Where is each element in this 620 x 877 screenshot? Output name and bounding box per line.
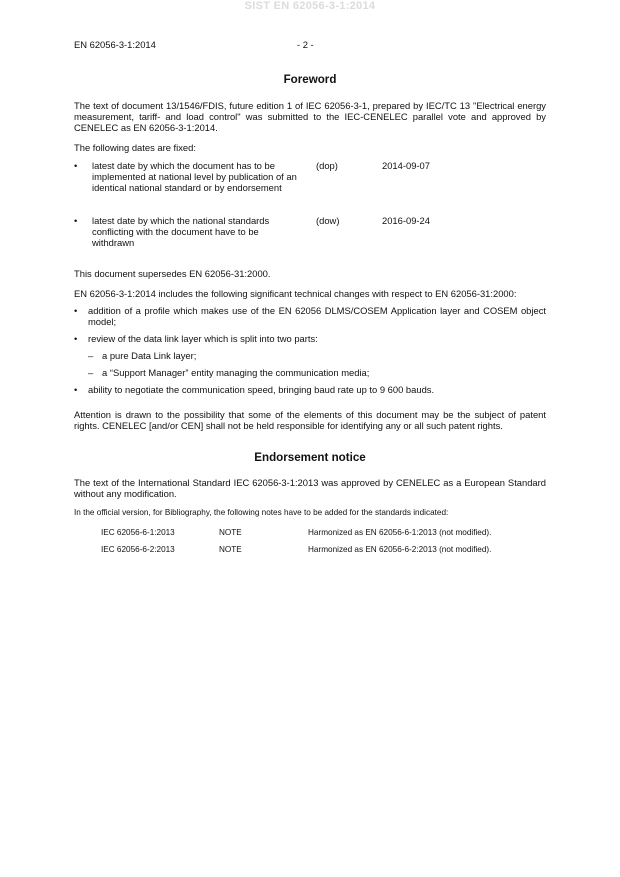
dates-intro: The following dates are fixed: bbox=[74, 142, 196, 153]
date-row-text: latest date by which the document has to be implemented at national level by publication of an identical national standard or by endorsement bbox=[92, 160, 297, 193]
changes-list bbox=[74, 305, 546, 395]
bullet-icon: • bbox=[74, 160, 78, 171]
note-standard: IEC 62056-6-2:2013 bbox=[101, 545, 175, 554]
foreword-intro: The text of document 13/1546/FDIS, future edition 1 of IEC 62056-3-1, prepared by IEC/TC 13 "Electrical energy measurement, tariff- and load control" was submitted to the IEC-CENELEC parallel vote and approved by CENELEC as EN 62056-3-1:2014. bbox=[74, 100, 546, 133]
date-row-date: 2016-09-24 bbox=[382, 215, 430, 226]
bullet-icon: • bbox=[74, 305, 78, 316]
list-item-text: ability to negotiate the communication speed, bringing baud rate up to 9 600 bauds. bbox=[88, 384, 435, 395]
changes-intro: EN 62056-3-1:2014 includes the following significant technical changes with respect to EN 62056-31:2000: bbox=[74, 288, 517, 299]
list-item bbox=[74, 350, 546, 361]
foreword-heading: Foreword bbox=[283, 73, 337, 86]
note-text: Harmonized as EN 62056-6-2:2013 (not modified). bbox=[308, 545, 492, 554]
supersedes-text: This document supersedes EN 62056-31:2000. bbox=[74, 268, 271, 279]
bullet-icon: • bbox=[74, 384, 78, 395]
date-row-abbr: (dop) bbox=[316, 160, 338, 171]
watermark: SIST EN 62056-3-1:2014 bbox=[244, 0, 376, 12]
list-item bbox=[74, 333, 546, 378]
bullet-icon: • bbox=[74, 333, 78, 344]
note-label: NOTE bbox=[219, 545, 242, 554]
bibliography-intro: In the official version, for Bibliography, the following notes have to be added for the standards indicated: bbox=[74, 508, 449, 517]
note-text: Harmonized as EN 62056-6-1:2013 (not modified). bbox=[308, 528, 492, 537]
date-row-date: 2014-09-07 bbox=[382, 160, 430, 171]
dates-table bbox=[74, 160, 546, 268]
list-item-text: review of the data link layer which is split into two parts: bbox=[88, 333, 318, 344]
list-item bbox=[74, 305, 546, 327]
document-body bbox=[74, 73, 546, 561]
note-label: NOTE bbox=[219, 528, 242, 537]
note-standard: IEC 62056-6-1:2013 bbox=[101, 528, 175, 537]
list-item bbox=[74, 384, 546, 395]
header-doc-id: EN 62056-3-1:2014 bbox=[74, 39, 156, 50]
header-page-number: - 2 - bbox=[297, 39, 314, 50]
list-item-text: a pure Data Link layer; bbox=[102, 350, 197, 361]
sub-changes-list bbox=[74, 350, 546, 378]
patent-attention: Attention is drawn to the possibility that some of the elements of this document may be the subject of patent rights. CENELEC [and/or CEN] shall not be held responsible for identifying any or all such patent rights. bbox=[74, 409, 546, 431]
endorsement-heading: Endorsement notice bbox=[254, 451, 366, 464]
dash-icon: – bbox=[88, 350, 94, 361]
date-row-text: latest date by which the national standards conflicting with the document have to be withdrawn bbox=[92, 215, 270, 248]
list-item-text: addition of a profile which makes use of the EN 62056 DLMS/COSEM Application layer and COSEM object model; bbox=[88, 305, 546, 327]
list-item-text: a “Support Manager” entity managing the communication media; bbox=[102, 367, 370, 378]
bullet-icon: • bbox=[74, 215, 78, 226]
date-row-abbr: (dow) bbox=[316, 215, 340, 226]
endorsement-text: The text of the International Standard IEC 62056-3-1:2013 was approved by CENELEC as a European Standard without any modification. bbox=[74, 477, 546, 499]
table-row bbox=[101, 544, 491, 561]
bibliography-notes-table bbox=[101, 527, 491, 561]
table-row bbox=[101, 527, 491, 544]
dash-icon: – bbox=[88, 367, 94, 378]
list-item bbox=[74, 367, 546, 378]
